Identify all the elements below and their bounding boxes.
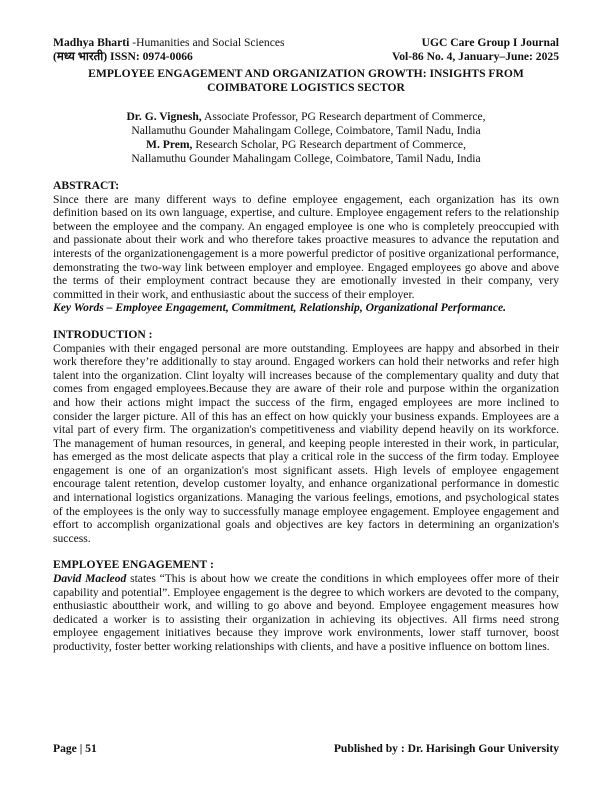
employee-engagement-text: David Macleod states “This is about how we create the conditions in which employees offer more of their capability and potential”. Employee engagement is the degree to which workers are devoted to the company, enthusiastic abouttheir work, and willing to go above and beyond. Employee engagement measures how dedicated a worker is to assisting their organization in achieving its objectives. All firms need strong employee engagement initiatives because they improve work environments, lower staff turnover, boost productivity, foster better working relationships with clients, and have a positive influence on bottom lines. <box>53 572 559 653</box>
author-block <box>53 110 559 166</box>
employee-engagement-section <box>53 558 559 653</box>
abstract-section <box>53 179 559 315</box>
author-2: M. Prem, Research Scholar, PG Research department of Commerce, <box>146 138 466 151</box>
abstract-heading: ABSTRACT: <box>53 179 120 192</box>
introduction-text: Companies with their engaged personal are more outstanding. Employees are happy and absorbed in their work therefore they’re additionally to stay around. Engaged workers can hold their networks and refer high talent into the organization. Clint loyalty will increases because of the complementary quality and duty that comes from engaged employees.Because they are aware of their role and purpose within the organization and how their actions might impact the success of the firm, engaged employees are more inclined to consider the larger picture. All of this has an effect on how quickly your business expands. Employees are a vital part of every firm. The organization's competitiveness and viability depend heavily on its workforce. The management of human resources, in general, and keeping people interested in their work, in particular, has emerged as the most delicate aspects that play a critical role in the success of the firm today. Employee engagement is one of an organization's most significant assets. High levels of employee engagement encourage talent retention, develop customer loyalty, and enhance organizational performance in domestic and international logistics organizations. Managing the various feelings, emotions, and psychological states of the employees is the only way to successfully manage employee engagement. Employee engagement and effort to accomplish organizational goals and objectives are key factors in determining an organization's success. <box>53 341 559 545</box>
cited-author: David Macleod <box>53 572 127 586</box>
running-header-row-2 <box>53 50 559 64</box>
page-footer <box>53 742 559 755</box>
journal-title: Madhya Bharti -Humanities and Social Sciences <box>53 36 285 49</box>
document-page <box>53 36 559 654</box>
page-number: Page | 51 <box>53 742 97 755</box>
introduction-heading: INTRODUCTION : <box>53 327 153 341</box>
introduction-section <box>53 328 559 546</box>
volume-info: Vol-86 No. 4, January–June: 2025 <box>391 50 559 63</box>
employee-engagement-heading: EMPLOYEE ENGAGEMENT : <box>53 558 214 572</box>
issn: (मध्य भारती) ISSN: 0974-0066 <box>53 50 193 63</box>
author-2-affiliation: Nallamuthu Gounder Mahalingam College, Coimbatore, Tamil Nadu, India <box>131 152 481 165</box>
publisher: Published by : Dr. Harisingh Gour University <box>333 742 559 755</box>
running-header-row-1 <box>53 36 559 50</box>
author-1-affiliation: Nallamuthu Gounder Mahalingam College, Coimbatore, Tamil Nadu, India <box>131 124 481 137</box>
author-1: Dr. G. Vignesh, Associate Professor, PG Research department of Commerce, <box>126 110 486 123</box>
keywords: Key Words – Employee Engagement, Commitment, Relationship, Organizational Performance. <box>53 301 507 315</box>
abstract-text: Since there are many different ways to define employee engagement, each organization has its own definition based on its own language, expertise, and culture. Employee engagement refers to the relationship between the employee and the company. An engaged employee is one who is completely preoccupied with and passionate about their work and who therefore takes proactive measures to advance the reputation and interests of the organizationengagement is a more powerful predictor of positive organizational performance, demonstrating the two-way link between employer and employee. Engaged employees go above and above the terms of their employment contract because they are emotionally invested in their company, very committed in their work, and enthusiastic about the success of their employer. <box>53 192 559 301</box>
paper-title: EMPLOYEE ENGAGEMENT AND ORGANIZATION GROWTH: INSIGHTS FROM COIMBATORE LOGISTICS SECTOR <box>88 67 524 94</box>
ugc-label: UGC Care Group I Journal <box>421 36 559 49</box>
